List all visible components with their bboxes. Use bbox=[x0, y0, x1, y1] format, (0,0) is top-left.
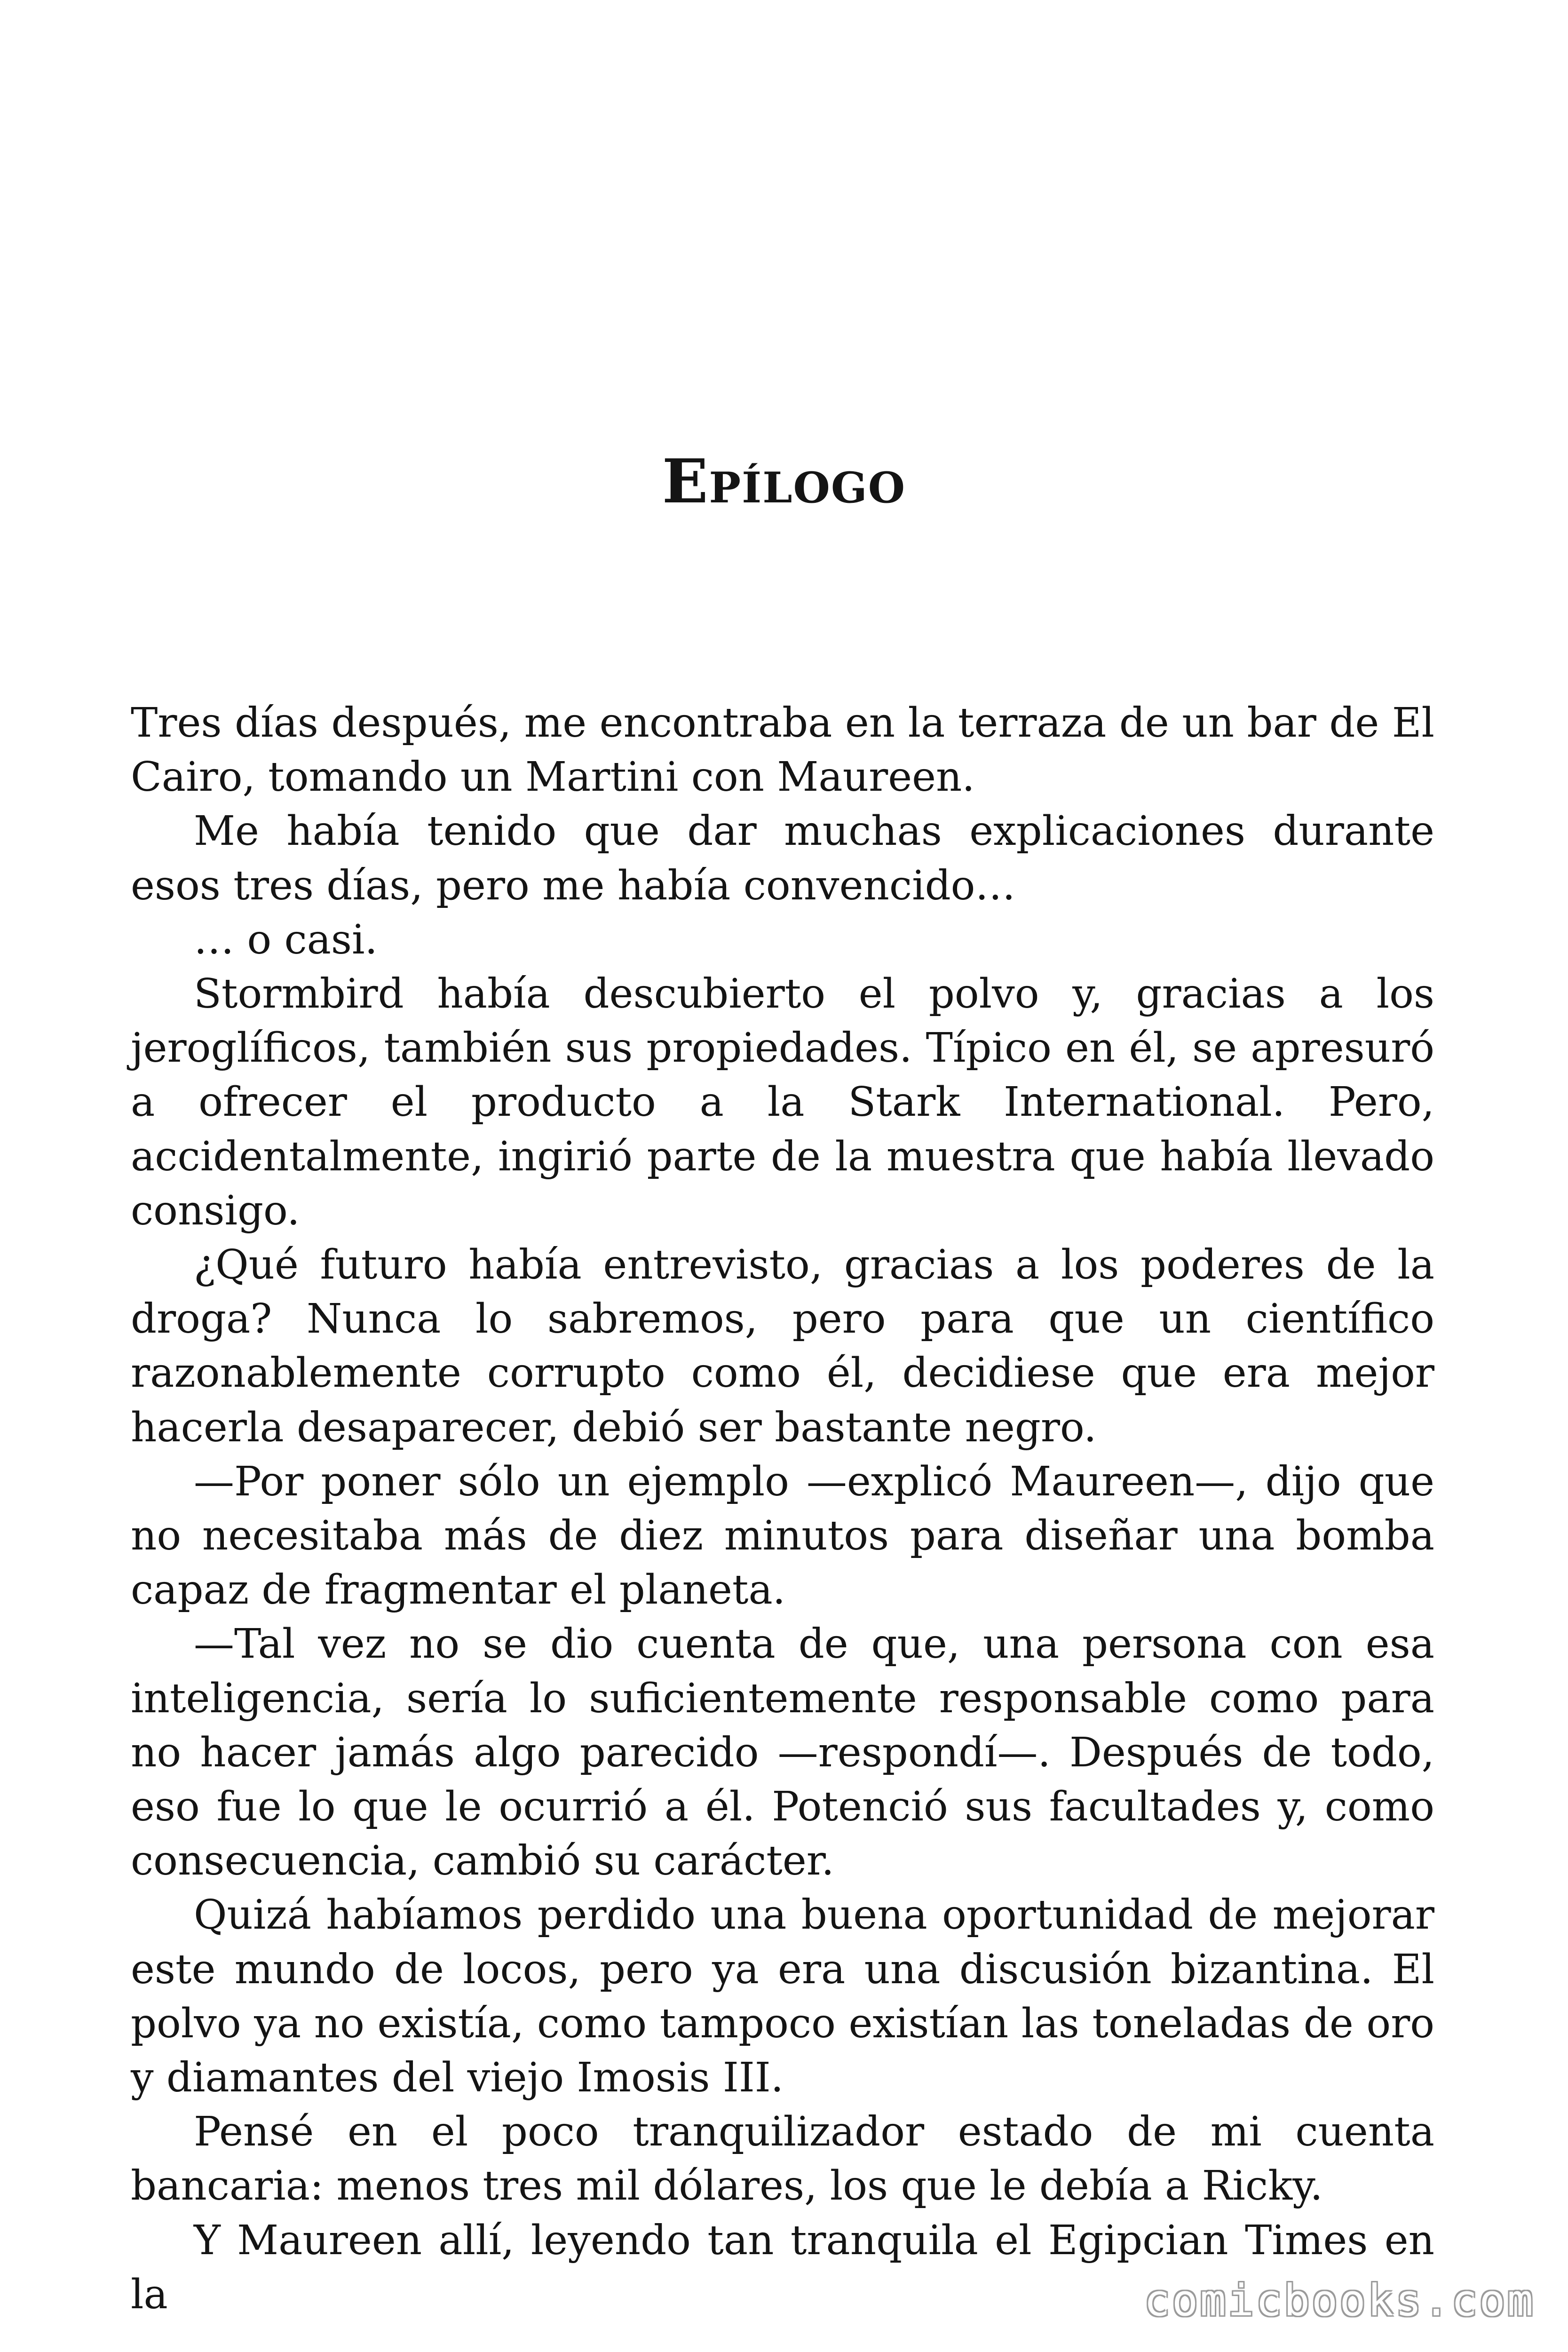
paragraph-8: Quizá habíamos perdido una buena oportunidad de mejorar este mundo de locos, pero ya era una discusión bizantina. El polvo ya no existía, como tampoco existían las toneladas de oro y diamantes del viejo Imosis III. bbox=[131, 1891, 1434, 2102]
paragraph-9: Pensé en el poco tranquilizador estado de mi cuenta bancaria: menos tres mil dólares, los que le debía a Ricky. bbox=[131, 2108, 1434, 2210]
paragraph-1: Tres días después, me encontraba en la terraza de un bar de El Cairo, tomando un Martini con Maureen. bbox=[131, 699, 1434, 801]
watermark: comicbooks.com bbox=[1144, 2275, 1535, 2326]
paragraph-6: —Por poner sólo un ejemplo —explicó Maureen—, dijo que no necesitaba más de diez minutos para diseñar una bomba capaz de fragmentar el planeta. bbox=[131, 1458, 1434, 1614]
paragraph-2: Me había tenido que dar muchas explicaciones durante esos tres días, pero me había convencido… bbox=[131, 808, 1434, 909]
paragraph-3: … o casi. bbox=[194, 916, 378, 963]
paragraph-7: —Tal vez no se dio cuenta de que, una persona con esa inteligencia, sería lo suficientemente responsable como para no hacer jamás algo parecido —respondí—. Después de todo, eso fue lo que le ocurrió a él. Potenció sus facultades y, como consecuencia, cambió su carácter. bbox=[131, 1621, 1434, 1885]
chapter-body bbox=[131, 696, 1434, 2322]
paragraph-5: ¿Qué futuro había entrevisto, gracias a los poderes de la droga? Nunca lo sabremos, pero para que un científico razonablemente corrupto como él, decidiese que era mejor hacerla desaparecer, debió ser bastante negro. bbox=[131, 1241, 1434, 1451]
chapter-title: Epílogo bbox=[662, 446, 906, 517]
paragraph-4: Stormbird había descubierto el polvo y, gracias a los jeroglíficos, también sus propiedades. Típico en él, se apresuró a ofrecer el producto a la Stark International. Pero, accidentalmente, ingirió parte de la muestra que había llevado consigo. bbox=[131, 970, 1434, 1234]
paragraph-10: Y Maureen allí, leyendo tan tranquila el Egipcian Times en la bbox=[131, 2217, 1434, 2318]
